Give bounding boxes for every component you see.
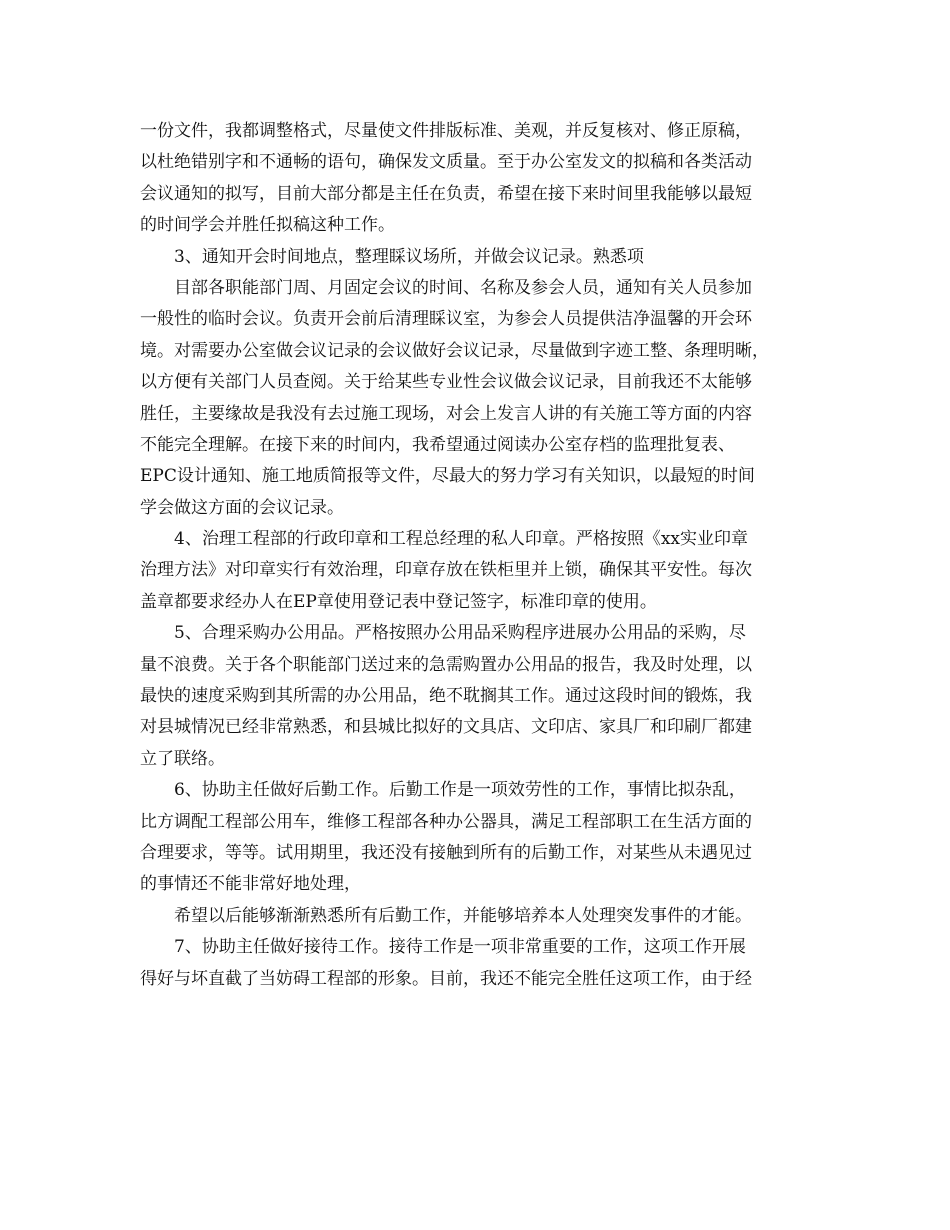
text-line: EPC设计通知、施工地质简报等文件，尽最大的努力学习有关知识，以最短的时间 bbox=[140, 466, 755, 487]
text-line: 的时间学会并胜任拟稿这种工作。 bbox=[140, 215, 395, 236]
text-line: 目部各职能部门周、月固定会议的时间、名称及参会人员，通知有关人员参加 bbox=[174, 277, 752, 298]
text-line: 量不浪费。关于各个职能部门送过来的急需购置办公用品的报告，我及时处理，以 bbox=[140, 654, 752, 675]
text-line: 对县城情况已经非常熟悉，和县城比拟好的文具店、文印店、家具厂和印刷厂都建 bbox=[140, 717, 752, 738]
text-line: 一份文件，我都调整格式，尽量使文件排版标准、美观，并反复核对、修正原稿， bbox=[140, 121, 752, 141]
text-line: 希望以后能够渐渐熟悉所有后勤工作，并能够培养本人处理突发事件的才能。 bbox=[174, 905, 752, 926]
text-line: 盖章都要求经办人在EP章使用登记表中登记签字，标准印章的使用。 bbox=[140, 591, 657, 612]
text-line: 不能完全理解。在接下来的时间内，我希望通过阅读办公室存档的监理批复表、 bbox=[140, 434, 735, 455]
text-line: 的事情还不能非常好地处理， bbox=[140, 874, 361, 895]
text-line: 一般性的临时会议。负责开会前后清理睬议室，为参会人员提供洁净温馨的开会环 bbox=[140, 309, 752, 330]
text-line: 6、协助主任做好后勤工作。后勤工作是一项效劳性的工作，事情比拟杂乱， bbox=[174, 780, 746, 801]
text-line: 比方调配工程部公用车，维修工程部各种办公器具，满足工程部职工在生活方面的 bbox=[140, 811, 752, 832]
text-line: 胜任，主要缘故是我没有去过施工现场，对会上发言人讲的有关施工等方面的内容 bbox=[140, 403, 752, 424]
text-line: 学会做这方面的会议记录。 bbox=[140, 497, 344, 518]
text-line: 7、协助主任做好接待工作。接待工作是一项非常重要的工作，这项工作开展 bbox=[174, 937, 746, 958]
text-line: 合理要求，等等。试用期里，我还没有接触到所有的后勤工作，对某些从未遇见过 bbox=[140, 842, 752, 863]
text-line: 4、治理工程部的行政印章和工程总经理的私人印章。严格按照《xx实业印章 bbox=[174, 529, 748, 550]
text-line: 最快的速度采购到其所需的办公用品，绝不耽搁其工作。通过这段时间的锻炼，我 bbox=[140, 686, 752, 707]
text-line: 5、合理采购办公用品。严格按照办公用品采购程序进展办公用品的采购，尽 bbox=[174, 623, 746, 644]
text-line: 会议通知的拟写，目前大部分都是主任在负责，希望在接下来时间里我能够以最短 bbox=[140, 183, 752, 204]
text-line: 以方便有关部门人员查阅。关于给某些专业性会议做会议记录，目前我还不太能够 bbox=[140, 372, 752, 393]
document-body bbox=[140, 116, 830, 995]
text-line: 治理方法》对印章实行有效治理，印章存放在铁柜里并上锁，确保其平安性。每次 bbox=[140, 560, 752, 581]
text-line: 以杜绝错别字和不通畅的语句，确保发文质量。至于办公室发文的拟稿和各类活动 bbox=[140, 152, 752, 173]
text-line: 3、通知开会时间地点，整理睬议场所，并做会议记录。熟悉项 bbox=[174, 246, 644, 267]
text-line: 得好与坏直截了当妨碍工程部的形象。目前，我还不能完全胜任这项工作，由于经 bbox=[140, 968, 752, 989]
text-line: 境。对需要办公室做会议记录的会议做好会议记录，尽量做到字迹工整、条理明晰， bbox=[140, 340, 769, 361]
text-line: 立了联络。 bbox=[140, 748, 225, 769]
